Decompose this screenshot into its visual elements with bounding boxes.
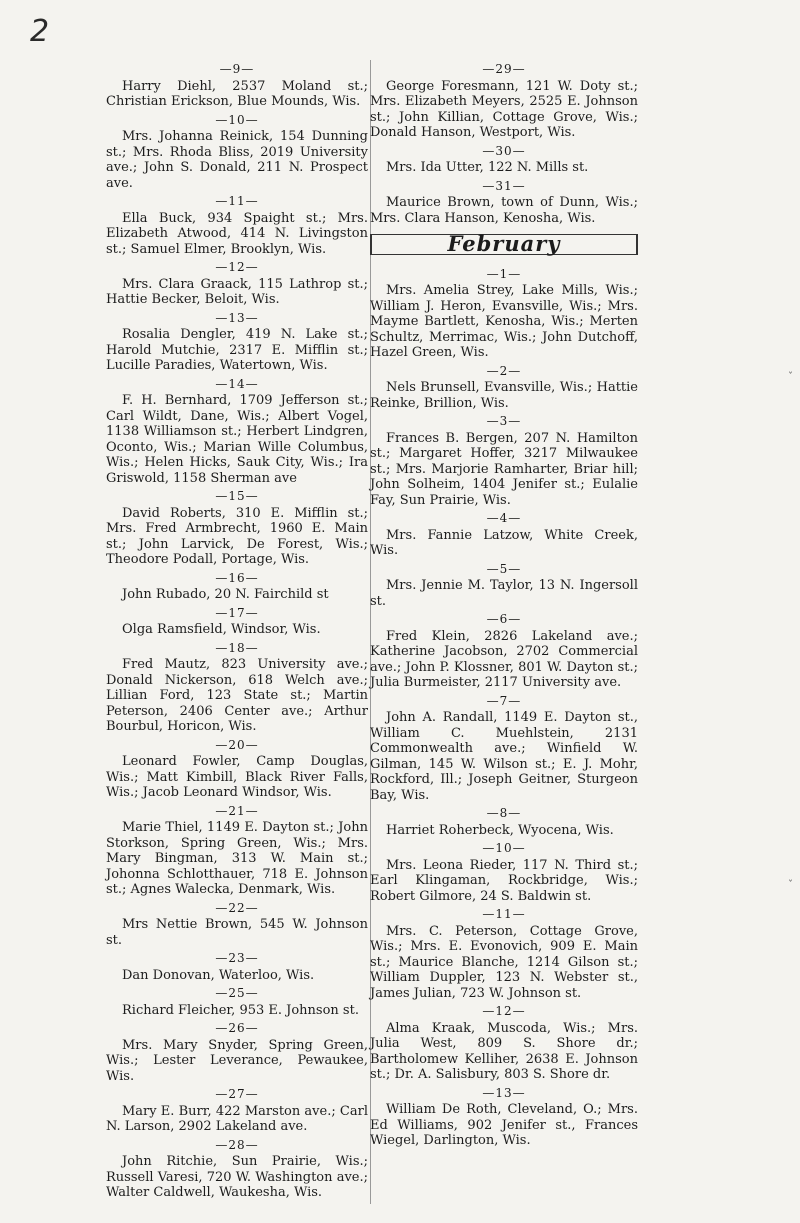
date-heading: —15— [215, 489, 259, 503]
birthday-entry: Fred Klein, 2826 Lakeland ave.; Katherine Jacobson, 2702 Commercial ave.; John P. Klossner, 801 W. Dayton st.; Julia Burmeister, 2117 University ave. [370, 628, 638, 690]
birthday-entry: Mrs. Amelia Strey, Lake Mills, Wis.; William J. Heron, Evansville, Wis.; Mrs. Mayme Bartlett, Kenosha, Wis.; Merten Schultz, Merrimac, Wis.; John Dutchoff, Hazel Green, Wis. [370, 283, 638, 360]
date-heading: —7— [486, 693, 522, 708]
date-heading: —28— [215, 1137, 259, 1152]
date-section [370, 612, 638, 691]
date-section [106, 986, 368, 1018]
date-heading: —16— [215, 570, 259, 585]
january-continued [370, 62, 638, 226]
birthday-entry: Marie Thiel, 1149 E. Dayton st.; John Storkson, Spring Green, Wis.; Mrs. Mary Bingman, 313 W. Main st.; Johonna Schlotthauer, 718 E. Johnson st.; Agnes Walecka, Denmark, Wis. [106, 820, 368, 897]
birthday-entry: Nels Brunsell, Evansville, Wis.; Hattie Reinke, Brillion, Wis. [370, 380, 638, 411]
birthday-entry: John Rubado, 20 N. Fairchild st [122, 587, 329, 602]
birthday-entry: Mrs. Mary Snyder, Spring Green, Wis.; Lester Leverance, Pewaukee, Wis. [106, 1037, 368, 1084]
date-section [370, 414, 638, 508]
date-heading: —17— [215, 605, 259, 620]
edge-mark: ˇ [788, 880, 793, 891]
date-section [370, 62, 638, 141]
date-section [106, 194, 368, 257]
birthday-entry: F. H. Bernhard, 1709 Jefferson st.; Carl Wildt, Dane, Wis.; Albert Vogel, 1138 Williamson st.; Herbert Lindgren, Oconto, Wis.; Marian Wille Columbus, Wis.; Helen Hicks, Sauk City, Wis.; Ira Griswold, 1158 Sherman ave [106, 393, 368, 486]
date-heading: —9— [219, 62, 255, 76]
date-section [106, 113, 368, 192]
birthday-entry: Mrs. Leona Rieder, 117 N. Third st.; Earl Klingaman, Rockbridge, Wis.; Robert Gilmore, 24 S. Baldwin st. [370, 857, 638, 904]
date-section [106, 641, 368, 735]
date-heading: —18— [215, 640, 259, 655]
birthday-entry: Rosalia Dengler, 419 N. Lake st.; Harold Mutchie, 2317 E. Mifflin st.; Lucille Paradies, Watertown, Wis. [106, 327, 368, 373]
date-section [106, 260, 368, 308]
date-heading: —5— [486, 561, 522, 576]
date-section [106, 1021, 368, 1084]
birthday-entry: Mrs Nettie Brown, 545 W. Johnson st. [106, 917, 368, 948]
date-section [106, 377, 368, 487]
birthday-entry: Fred Mautz, 823 University ave.; Donald Nickerson, 618 Welch ave.; Lillian Ford, 123 State st.; Martin Peterson, 2406 Center ave.; Arthur Bourbul, Horicon, Wis. [106, 657, 368, 734]
date-heading: —31— [482, 178, 526, 193]
date-heading: —30— [482, 143, 526, 158]
birthday-entry: David Roberts, 310 E. Mifflin st.; Mrs. Fred Armbrecht, 1960 E. Main st.; John Larvick, De Forest, Wis.; Theodore Podall, Portage, Wis. [106, 505, 368, 567]
date-section [370, 144, 638, 176]
date-heading: —1— [486, 266, 522, 281]
date-heading: —22— [215, 900, 259, 915]
birthday-entry: Mrs. Johanna Reinick, 154 Dunning st.; Mrs. Rhoda Bliss, 2019 University ave.; John S. Donald, 211 N. Prospect ave. [106, 129, 368, 191]
date-section [106, 804, 368, 898]
date-heading: —25— [215, 986, 259, 1000]
date-section [106, 1087, 368, 1135]
birthday-entry: Leonard Fowler, Camp Douglas, Wis.; Matt Kimbill, Black River Falls, Wis.; Jacob Leonard Windsor, Wis. [106, 754, 368, 800]
date-heading: —11— [482, 907, 526, 921]
date-section [370, 1086, 638, 1149]
date-heading: —21— [215, 803, 259, 818]
birthday-entry: William De Roth, Cleveland, O.; Mrs. Ed Williams, 902 Jenifer st., Frances Wiegel, Darlington, Wis. [370, 1102, 638, 1148]
right-column [370, 60, 638, 1152]
date-heading: —26— [215, 1021, 259, 1035]
date-section [370, 806, 638, 838]
date-heading: —8— [486, 806, 522, 820]
birthday-entry: Mrs. C. Peterson, Cottage Grove, Wis.; Mrs. E. Evonovich, 909 E. Main st.; Maurice Blanche, 1214 Gilson st.; William Duppler, 123 N. Webster st., James Julian, 723 W. Johnson st. [370, 923, 638, 1001]
birthday-entry: Ella Buck, 934 Spaight st.; Mrs. Elizabeth Atwood, 414 N. Livingston st.; Samuel Elmer, Brooklyn, Wis. [106, 210, 368, 257]
date-section [106, 738, 368, 801]
date-heading: —10— [482, 841, 526, 855]
birthday-entry: Harriet Roherbeck, Wyocena, Wis. [386, 822, 614, 838]
date-section [370, 1004, 638, 1083]
date-heading: —29— [482, 62, 526, 76]
date-heading: —12— [482, 1004, 526, 1018]
birthday-entry: Alma Kraak, Muscoda, Wis.; Mrs. Julia West, 809 S. Shore dr.; Bartholomew Kelliher, 2638 E. Johnson st.; Dr. A. Salisbury, 803 S. Shore dr. [370, 1020, 638, 1082]
date-section [370, 364, 638, 412]
date-section [370, 511, 638, 559]
date-heading: —13— [215, 310, 259, 325]
date-heading: —6— [486, 612, 522, 626]
date-section [106, 571, 368, 603]
date-section [370, 267, 638, 361]
edge-mark: ˇ [788, 372, 793, 383]
left-column [106, 60, 371, 1204]
birthday-entry: Mrs. Clara Graack, 115 Lathrop st.; Hattie Becker, Beloit, Wis. [106, 276, 368, 307]
birthday-entry: Maurice Brown, town of Dunn, Wis.; Mrs. Clara Hanson, Kenosha, Wis. [370, 195, 638, 226]
birthday-entry: John Ritchie, Sun Prairie, Wis.; Russell Varesi, 720 W. Washington ave.; Walter Caldwell, Waukesha, Wis. [106, 1154, 368, 1200]
date-section [106, 311, 368, 374]
date-heading: —13— [482, 1085, 526, 1100]
date-heading: —12— [215, 260, 259, 274]
birthday-entry: Mrs. Jennie M. Taylor, 13 N. Ingersoll st. [370, 578, 638, 609]
date-section [370, 841, 638, 904]
date-heading: —3— [486, 414, 522, 428]
date-heading: —14— [215, 376, 259, 391]
date-section [370, 694, 638, 804]
birthday-entry: Dan Donovan, Waterloo, Wis. [122, 967, 315, 983]
date-section [106, 62, 368, 110]
birthday-entry: Richard Fleicher, 953 E. Johnson st. [122, 1002, 359, 1018]
birthday-entry: George Foresmann, 121 W. Doty st.; Mrs. Elizabeth Meyers, 2525 E. Johnson st.; John Killian, Cottage Grove, Wis.; Donald Hanson, Westport, Wis. [370, 78, 638, 140]
date-heading: —10— [215, 112, 259, 127]
date-heading: —20— [215, 737, 259, 752]
date-section [370, 179, 638, 227]
birthday-entry: Harry Diehl, 2537 Moland st.; Christian Erickson, Blue Mounds, Wis. [106, 78, 368, 109]
birthday-entry: Mary E. Burr, 422 Marston ave.; Carl N. Larson, 2902 Lakeland ave. [106, 1103, 368, 1134]
birthday-entry: John A. Randall, 1149 E. Dayton st., William C. Muehlstein, 2131 Commonwealth ave.; Winfield W. Gilman, 145 W. Wilson st.; E. J. Mohr, Rockford, Ill.; Joseph Geitner, Sturgeon Bay, Wis. [370, 710, 638, 803]
birthday-entry: Mrs. Ida Utter, 122 N. Mills st. [386, 160, 589, 175]
date-section [370, 562, 638, 610]
birthday-entry: Mrs. Fannie Latzow, White Creek, Wis. [370, 527, 638, 558]
birthday-entry: Olga Ramsfield, Windsor, Wis. [122, 622, 321, 637]
page-number: 2 [30, 14, 50, 49]
date-section [106, 901, 368, 949]
date-heading: —27— [215, 1087, 259, 1101]
date-section [106, 489, 368, 568]
date-heading: —23— [215, 951, 259, 965]
date-heading: —4— [486, 511, 522, 525]
date-heading: —11— [215, 194, 259, 208]
date-section [106, 606, 368, 638]
february-entries [370, 267, 638, 1149]
month-heading-february: February [370, 234, 638, 255]
date-heading: —2— [486, 363, 522, 378]
date-section [106, 951, 368, 983]
birthday-entry: Frances B. Bergen, 207 N. Hamilton st.; Margaret Hoffer, 3217 Milwaukee st.; Mrs. Marjorie Ramharter, Briar hill; John Solheim, 1404 Jenifer st.; Eulalie Fay, Sun Prairie, Wis. [370, 430, 638, 508]
date-section [370, 907, 638, 1001]
date-section [106, 1138, 368, 1201]
